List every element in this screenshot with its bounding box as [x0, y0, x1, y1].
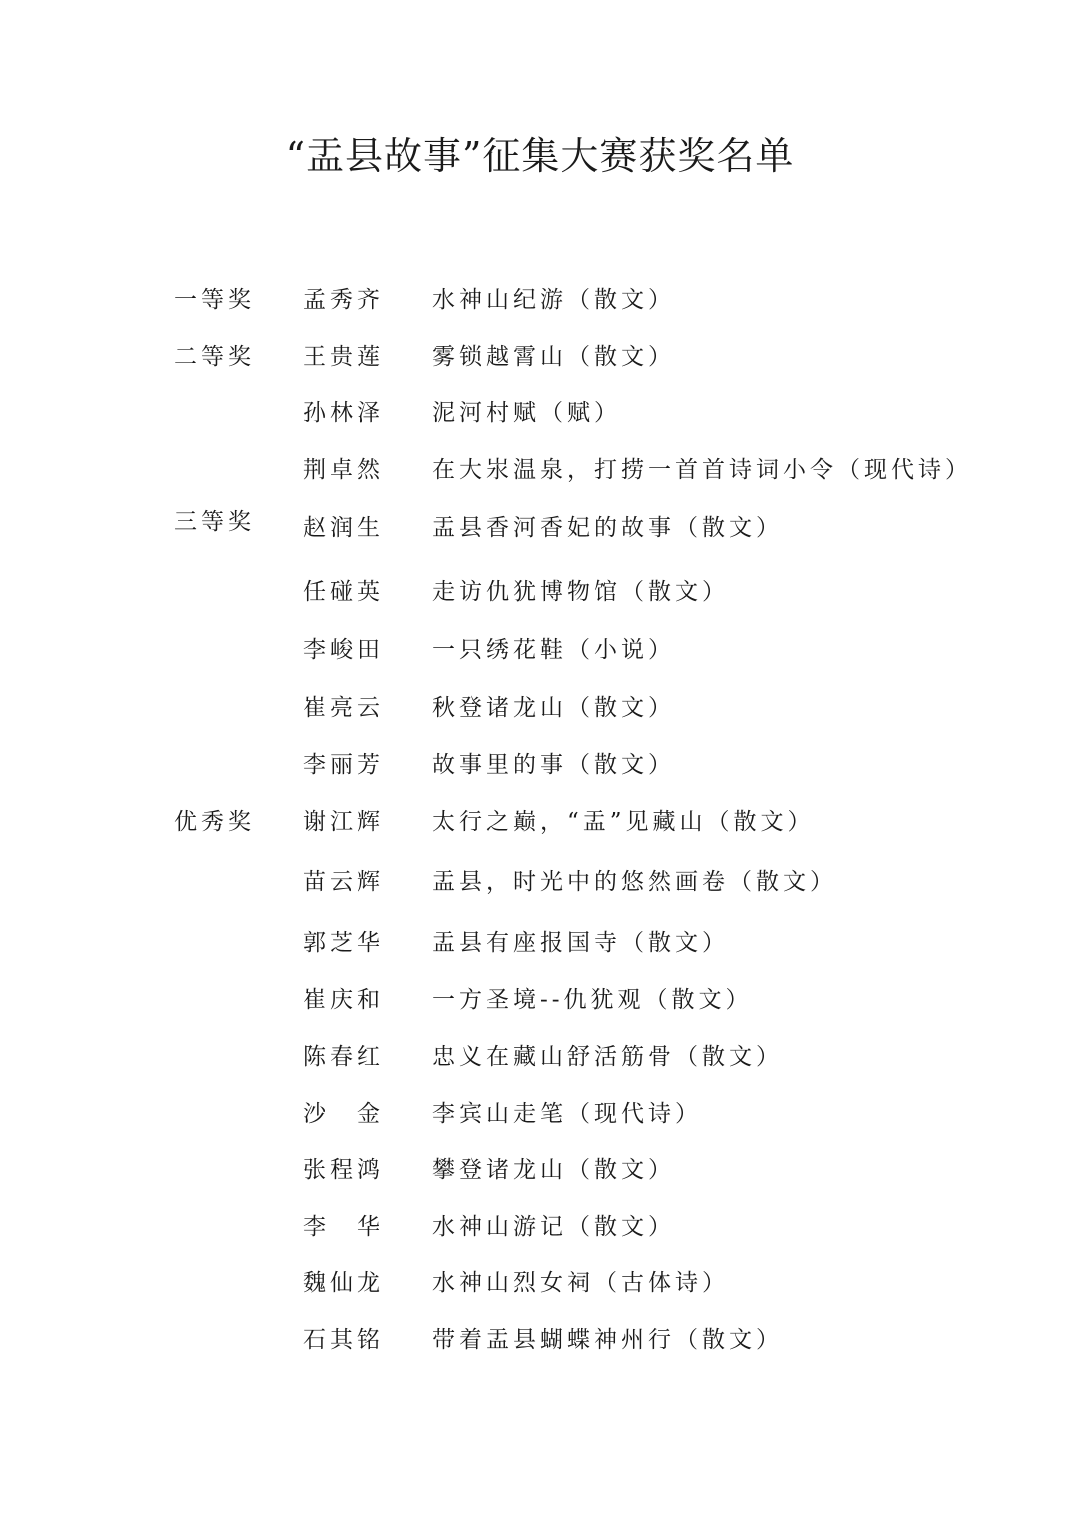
- work-title: 李宾山走笔（现代诗）: [432, 1101, 702, 1127]
- award-row: [0, 1037, 1080, 1077]
- work-title: 泥河村赋（赋）: [432, 400, 621, 426]
- work-title: 忠义在藏山舒活筋骨（散文）: [432, 1044, 783, 1070]
- winner-name: 李丽芳: [303, 752, 384, 778]
- work-title: 在大汖温泉，打捞一首首诗词小令（现代诗）: [432, 457, 972, 483]
- award-row: [0, 1094, 1080, 1134]
- winner-name: 孙林泽: [303, 400, 384, 426]
- winner-name: 王贵莲: [303, 344, 384, 370]
- award-row: [0, 688, 1080, 728]
- winner-name: 石其铭: [303, 1327, 384, 1353]
- award-row: [0, 1320, 1080, 1360]
- work-title: 故事里的事（散文）: [432, 752, 675, 778]
- award-row: [0, 450, 1080, 490]
- work-title: 水神山纪游（散文）: [432, 287, 675, 313]
- award-row: [0, 572, 1080, 612]
- winner-name: 魏仙龙: [303, 1270, 384, 1296]
- winner-name: 荆卓然: [303, 457, 384, 483]
- award-row: [0, 1150, 1080, 1190]
- work-title: 走访仇犹博物馆（散文）: [432, 579, 729, 605]
- award-row: [0, 980, 1080, 1020]
- award-row: [0, 862, 1080, 902]
- winner-name: 孟秀齐: [303, 287, 384, 313]
- winner-name: 李峻田: [303, 637, 384, 663]
- award-row: [0, 508, 1080, 548]
- award-row: [0, 1207, 1080, 1247]
- winner-name: 任碰英: [303, 579, 384, 605]
- work-title: 秋登诸龙山（散文）: [432, 695, 675, 721]
- winner-name: 郭芝华: [303, 930, 384, 956]
- work-title: 雾锁越霄山（散文）: [432, 344, 675, 370]
- work-title: 攀登诸龙山（散文）: [432, 1157, 675, 1183]
- work-title: 盂县香河香妃的故事（散文）: [432, 515, 783, 541]
- work-title: 一只绣花鞋（小说）: [432, 637, 675, 663]
- award-row: [0, 745, 1080, 785]
- winner-name: 沙 金: [303, 1101, 384, 1127]
- award-level: 优秀奖: [174, 809, 255, 835]
- award-row: [0, 1263, 1080, 1303]
- work-title: 太行之巅，“盂”见藏山（散文）: [432, 809, 815, 835]
- winner-name: 谢江辉: [303, 809, 384, 835]
- winner-name: 赵润生: [303, 515, 384, 541]
- award-row: [0, 393, 1080, 433]
- page-title: “盂县故事”征集大赛获奖名单: [285, 134, 795, 178]
- winner-name: 崔亮云: [303, 695, 384, 721]
- winner-name: 陈春红: [303, 1044, 384, 1070]
- work-title: 水神山烈女祠（古体诗）: [432, 1270, 729, 1296]
- award-row: [0, 923, 1080, 963]
- award-level: 二等奖: [174, 344, 255, 370]
- award-level: 一等奖: [174, 287, 255, 313]
- work-title: 盂县有座报国寺（散文）: [432, 930, 729, 956]
- award-row: [0, 280, 1080, 320]
- winner-name: 苗云辉: [303, 869, 384, 895]
- work-title: 一方圣境--仇犹观（散文）: [432, 987, 753, 1013]
- award-row: [0, 630, 1080, 670]
- winner-name: 张程鸿: [303, 1157, 384, 1183]
- winner-name: 崔庆和: [303, 987, 384, 1013]
- award-row: [0, 337, 1080, 377]
- work-title: 水神山游记（散文）: [432, 1214, 675, 1240]
- award-level: 三等奖: [174, 509, 255, 535]
- winner-name: 李 华: [303, 1214, 384, 1240]
- award-row: [0, 802, 1080, 842]
- work-title: 盂县，时光中的悠然画卷（散文）: [432, 869, 837, 895]
- work-title: 带着盂县蝴蝶神州行（散文）: [432, 1327, 783, 1353]
